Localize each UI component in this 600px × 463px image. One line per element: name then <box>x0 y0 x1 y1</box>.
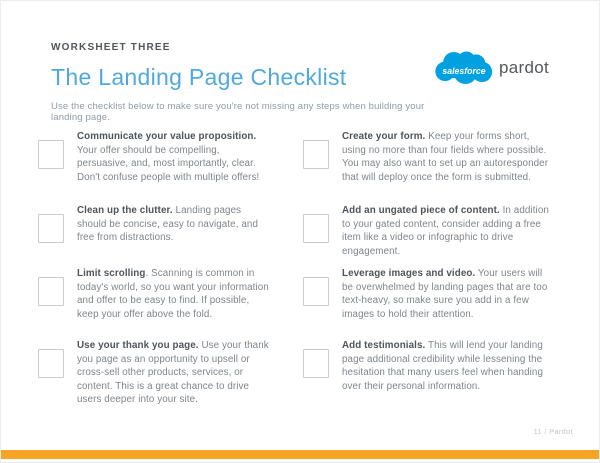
pardot-wordmark: pardot <box>498 57 549 77</box>
checklist-item <box>38 267 273 339</box>
checklist-item-text: Add an ungated piece of content. In addition to your gated content, consider adding a free item like a video or infographic to drive engagement. <box>342 205 549 257</box>
checklist-item <box>303 267 551 339</box>
checklist-item <box>38 339 273 407</box>
header <box>51 42 431 123</box>
checklist-item <box>303 204 551 267</box>
checkbox[interactable] <box>303 140 329 169</box>
checkbox[interactable] <box>38 349 64 378</box>
checklist-item <box>38 204 273 267</box>
checkbox[interactable] <box>38 140 64 169</box>
checklist <box>38 130 551 407</box>
salesforce-cloud-icon <box>434 51 493 84</box>
checkbox[interactable] <box>38 214 64 243</box>
checkbox[interactable] <box>303 277 329 306</box>
checklist-item-lead: Communicate your value proposition. <box>77 131 257 142</box>
checklist-item-lead: Add an ungated piece of content. <box>342 205 500 216</box>
checklist-item-text: Limit scrolling. Scanning is common in today's world, so you want your information and offer to be easy to find. If possible, keep your offer above the fold. <box>77 268 269 320</box>
checkbox[interactable] <box>303 214 329 243</box>
accent-bar <box>1 450 599 459</box>
salesforce-wordmark: salesforce <box>442 65 486 76</box>
checklist-item-lead: Leverage images and video. <box>342 268 476 279</box>
checklist-item-lead: Add testimonials. <box>342 340 426 351</box>
checkbox[interactable] <box>38 277 64 306</box>
checklist-item-text: Use your thank you page. Use your thank you page as an opportunity to upsell or cross-sell other products, services, or content. This is a great chance to drive users deeper into your site. <box>77 340 269 405</box>
checklist-item-lead: Limit scrolling <box>77 268 146 279</box>
checklist-item <box>303 130 551 204</box>
checklist-item-lead: Create your form. <box>342 131 426 142</box>
worksheet-number-label: WORKSHEET THREE <box>51 42 171 53</box>
checklist-item <box>303 339 551 407</box>
checklist-item-text: Communicate your value proposition. Your offer should be compelling, persuasive, and, most importantly, clear. Don't confuse people with multiple offers! <box>77 131 260 183</box>
checkbox[interactable] <box>303 349 329 378</box>
checklist-item-text: Clean up the clutter. Landing pages should be concise, easy to navigate, and free from distractions. <box>77 205 259 243</box>
checklist-item-text: Leverage images and video. Your users will be overwhelmed by landing pages that are too text-heavy, so make sure you add in a few images to hold their attention. <box>342 268 548 320</box>
page-number: 11 / Pardot <box>533 427 573 436</box>
checklist-item <box>38 130 273 204</box>
checklist-item-text: Create your form. Keep your forms short, using no more than four fields where possible. You may also want to set up an autoresponder that will deploy once the form is submitted. <box>342 131 549 183</box>
checklist-item-lead: Use your thank you page. <box>77 340 199 351</box>
page-subtitle: Use the checklist below to make sure you're not missing any steps when building your landing page. <box>51 101 425 123</box>
checklist-item-text: Add testimonials. This will lend your landing page additional credibility while lessening the hesitation that many users feel when handing over their personal information. <box>342 340 544 392</box>
page-title: The Landing Page Checklist <box>51 64 347 90</box>
checklist-item-lead: Clean up the clutter. <box>77 205 173 216</box>
salesforce-pardot-logo <box>434 51 549 84</box>
